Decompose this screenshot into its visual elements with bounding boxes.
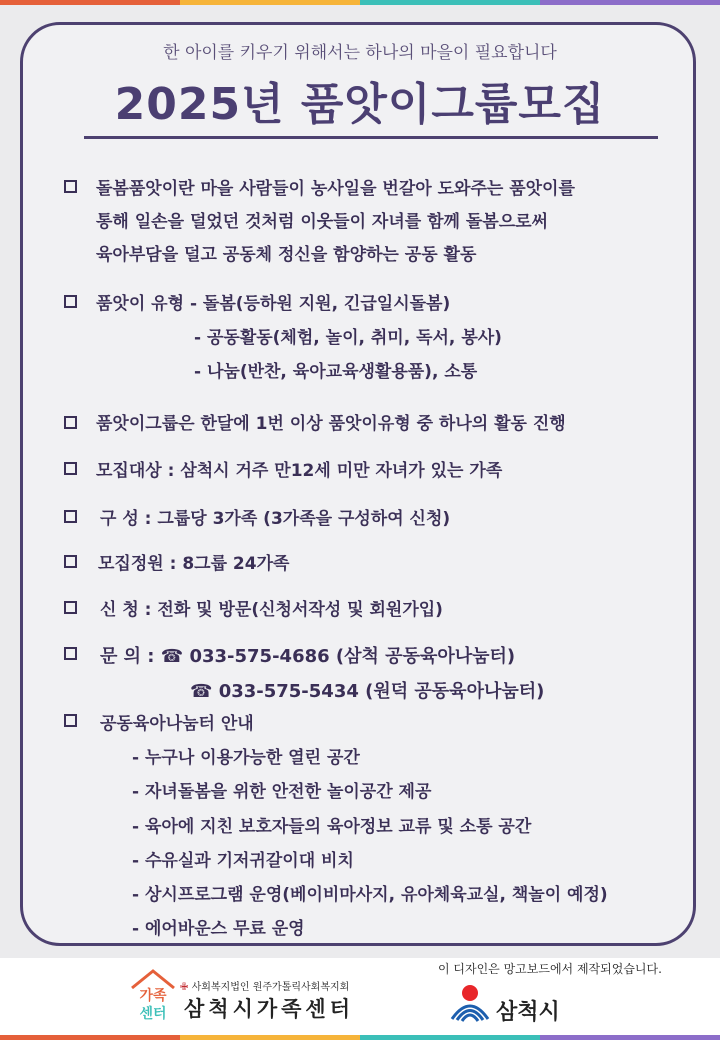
checkbox-icon (64, 555, 77, 568)
center-info-item: - 에어바운스 무료 운영 (132, 919, 305, 939)
center-info-item: - 수유실과 기저귀갈이대 비치 (132, 851, 354, 871)
center-info-item: - 육아에 지친 보호자들의 육아정보 교류 및 소통 공간 (132, 817, 532, 837)
center-info-item: - 누구나 이용가능한 열린 공간 (132, 748, 360, 768)
bottom-color-stripe (0, 1035, 720, 1040)
types-line-1: 품앗이 유형 - 돌봄(등하원 지원, 긴급일시돌봄) (96, 294, 451, 314)
checkbox-icon (64, 647, 77, 660)
family-center-logo (128, 968, 178, 1024)
top-color-stripe (0, 0, 720, 5)
center-info-title: 공동육아나눔터 안내 (100, 714, 254, 734)
inquiry-line-1: 문 의 : ☎ 033-575-4686 (삼척 공동육아나눔터) (100, 646, 516, 667)
org-line-text: 사회복지법인 원주가톨릭사회복지회 (191, 982, 350, 993)
center-info-item: - 자녀돌봄을 위한 안전한 놀이공간 제공 (132, 782, 432, 802)
checkbox-icon (64, 180, 77, 193)
samcheok-city-logo (448, 983, 492, 1023)
cross-icon: ✙ (180, 982, 189, 993)
intro-line-1: 돌봄품앗이란 마을 사람들이 농사일을 번갈아 도와주는 품앗이를 (96, 179, 575, 199)
logo-mark-bottom: 센터 (139, 1006, 167, 1022)
checkbox-icon (64, 510, 77, 523)
design-notice: 이 디자인은 망고보드에서 제작되었습니다. (438, 962, 662, 976)
intro-line-3: 육아부담을 덜고 공동체 정신을 함양하는 공동 활동 (96, 245, 477, 265)
target-line: 모집대상 : 삼척시 거주 만12세 미만 자녀가 있는 가족 (96, 461, 503, 481)
capacity-line: 모집정원 : 8그룹 24가족 (98, 554, 290, 574)
checkbox-icon (64, 714, 77, 727)
poster-title: 2025년 품앗이그룹모집 (114, 79, 606, 130)
org-line (180, 978, 349, 993)
poster-subtitle: 한 아이를 키우기 위해서는 하나의 마을이 필요합니다 (163, 43, 557, 63)
family-center-name: 삼척시가족센터 (184, 997, 355, 1021)
apply-line: 신 청 : 전화 및 방문(신청서작성 및 회원가입) (100, 600, 443, 620)
checkbox-icon (64, 462, 77, 475)
logo-mark-top: 가족 (139, 988, 167, 1004)
checkbox-icon (64, 601, 77, 614)
checkbox-icon (64, 416, 77, 429)
center-info-item: - 상시프로그램 운영(베이비마사지, 유아체육교실, 책놀이 예정) (132, 885, 608, 905)
types-line-3: - 나눔(반찬, 육아교육생활용품), 소통 (194, 362, 478, 382)
poster-frame (20, 22, 696, 946)
inquiry-line-2: ☎ 033-575-5434 (원덕 공동육아나눔터) (190, 681, 545, 702)
samcheok-city-name: 삼척시 (496, 1000, 560, 1025)
composition-line: 구 성 : 그룹당 3가족 (3가족을 구성하여 신청) (100, 509, 451, 529)
checkbox-icon (64, 295, 77, 308)
types-line-2: - 공동활동(체험, 놀이, 취미, 독서, 봉사) (194, 328, 502, 348)
title-divider (84, 136, 658, 139)
activity-line: 품앗이그룹은 한달에 1번 이상 품앗이유형 중 하나의 활동 진행 (96, 414, 566, 434)
intro-line-2: 통해 일손을 덜었던 것처럼 이웃들이 자녀를 함께 돌봄으로써 (96, 212, 548, 232)
